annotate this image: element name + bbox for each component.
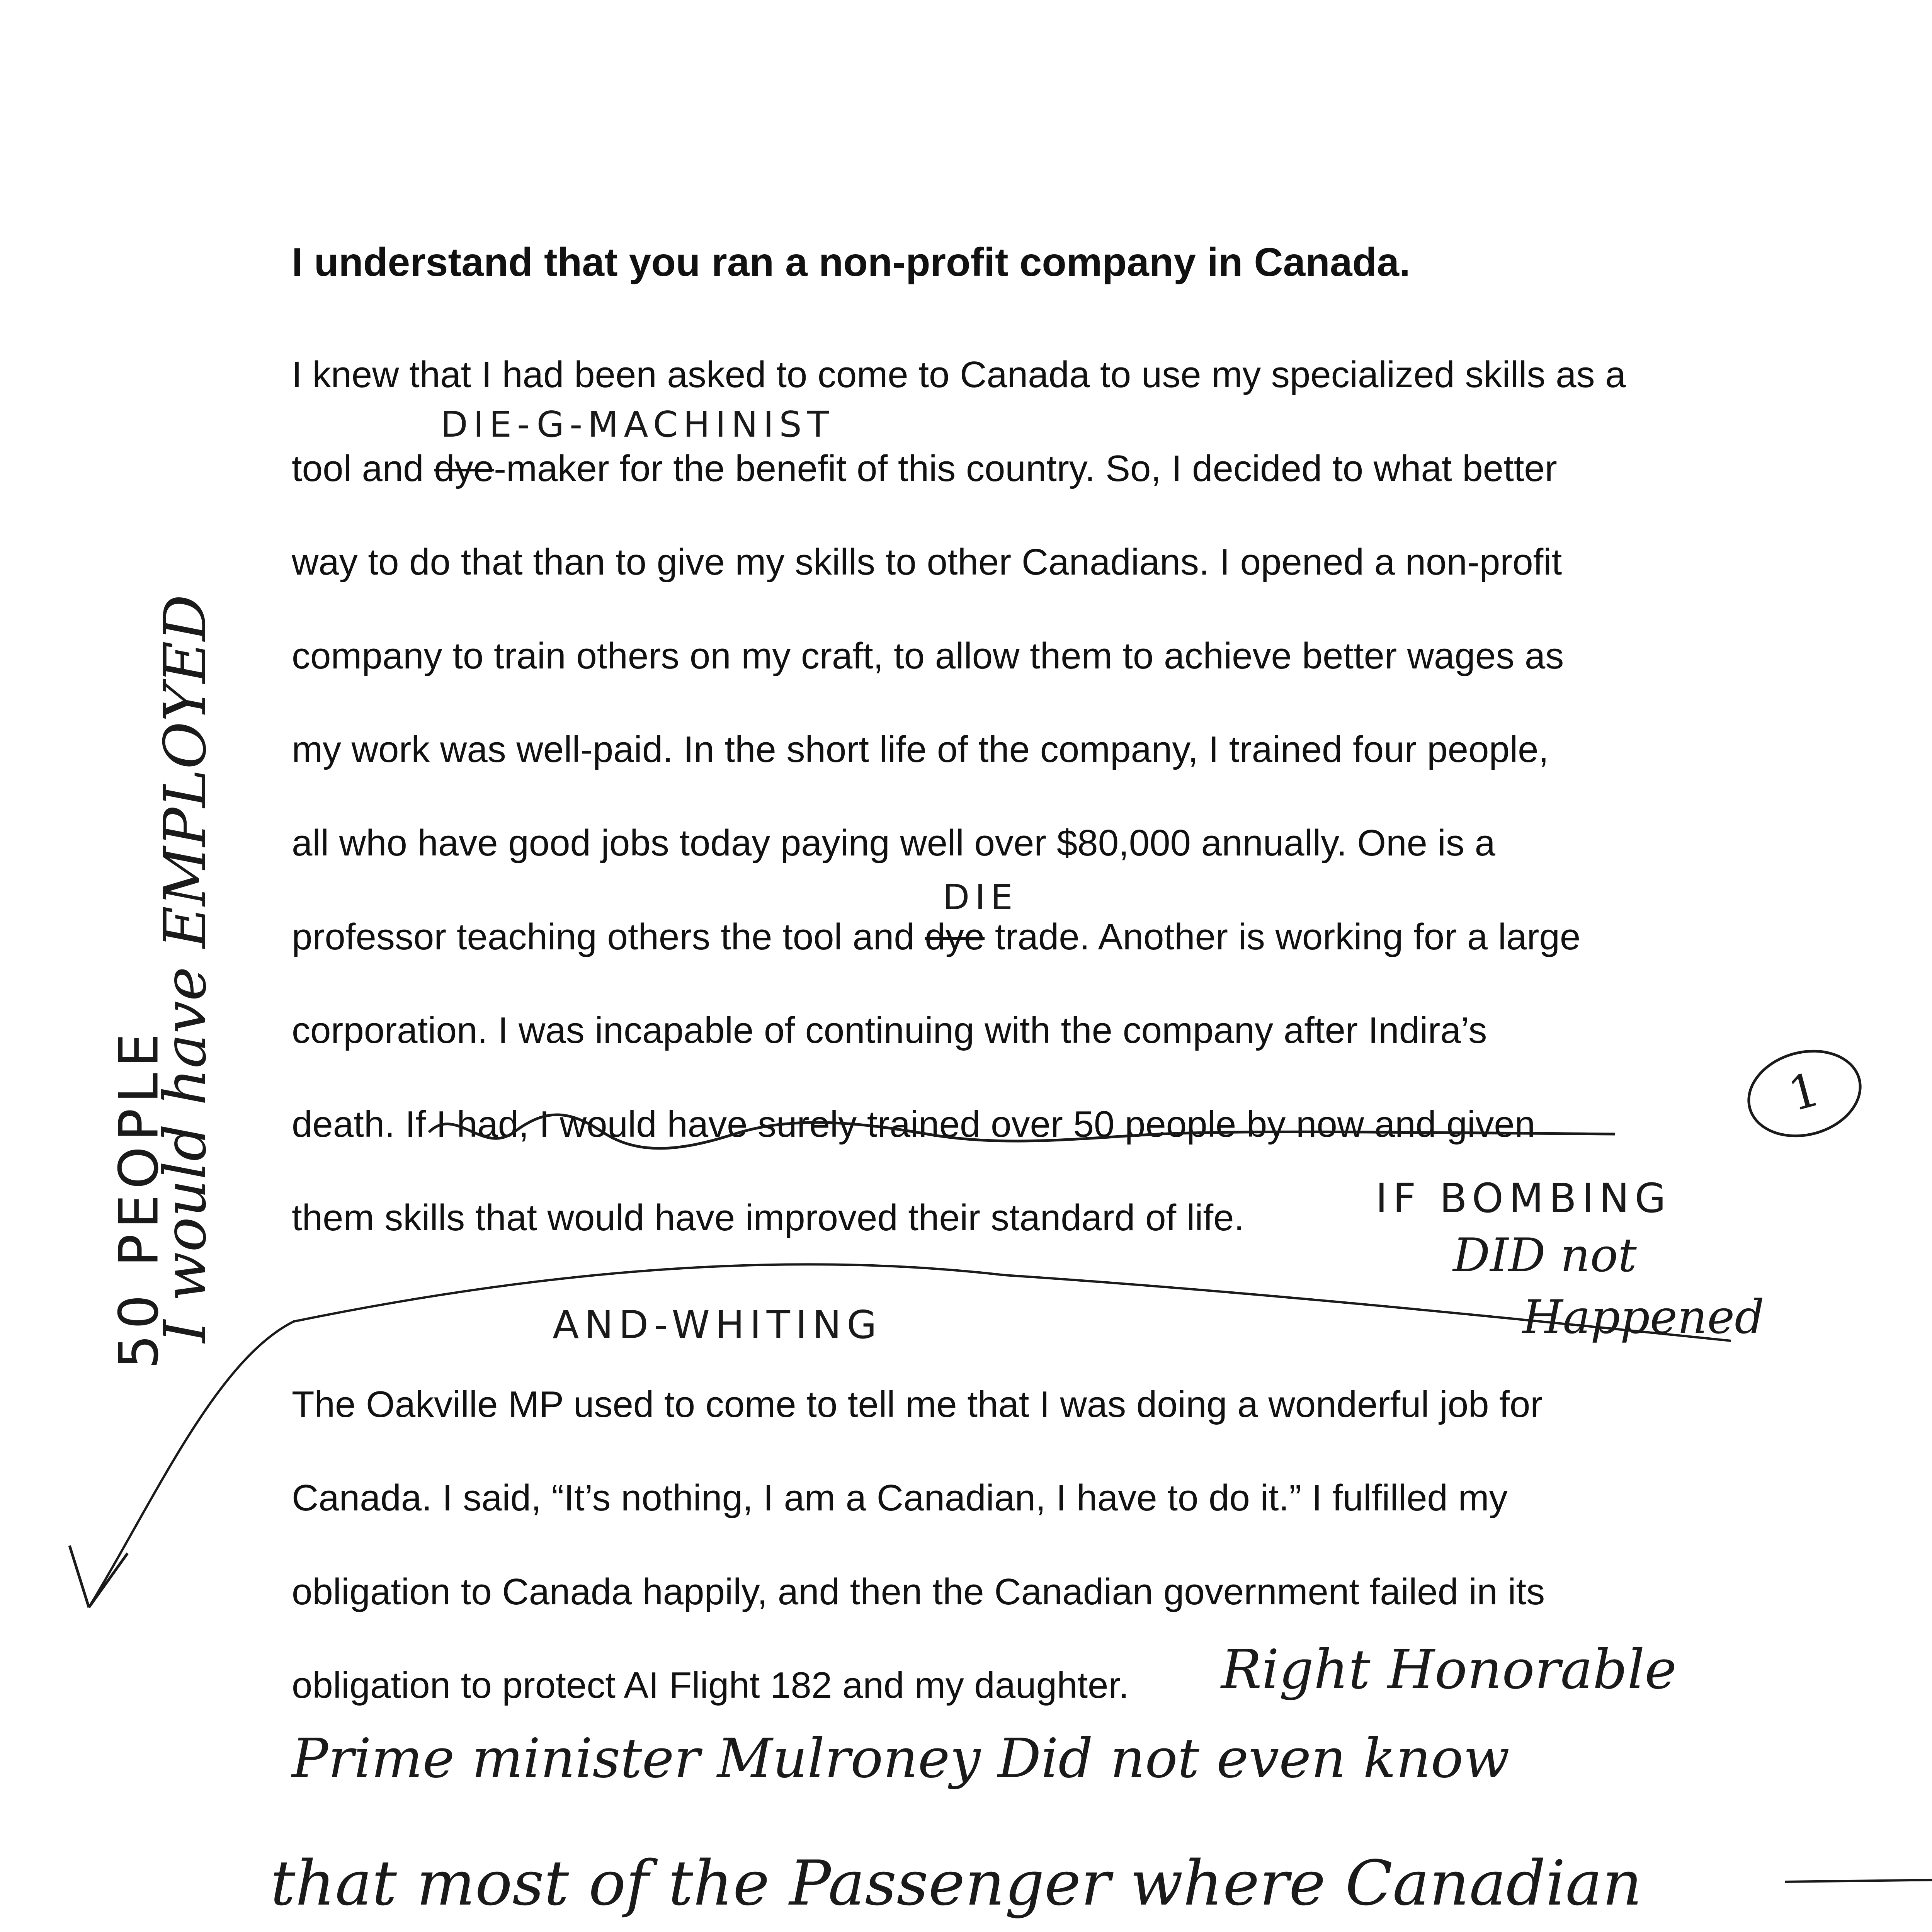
p1-line-7-pre: professor teaching others the tool and [292, 916, 925, 957]
circle-mark-digit: 1 [1783, 1062, 1825, 1122]
margin-note-line-2: 50 PEOPLE [107, 1028, 171, 1369]
p1-line-9: death. If I had, I would have surely trained over 50 people by now and given [292, 1104, 1536, 1145]
handwritten-die: DIE [943, 877, 1018, 918]
p2-line-2: Canada. I said, “It’s nothing, I am a Canadian, I have to do it.” I fulfilled my [292, 1477, 1508, 1519]
p2-line-3: obligation to Canada happily, and then the Canadian government failed in its [292, 1571, 1545, 1612]
p1-line-3: way to do that than to give my skills to other Canadians. I opened a non-profit [292, 541, 1562, 583]
handwritten-did-not: DID not [1453, 1229, 1637, 1282]
p1-line-2-pre: tool and [292, 448, 434, 489]
handwritten-prime-minister: Prime minister Mulroney Did not even know [292, 1727, 1510, 1790]
struck-word-dye-2: dye [925, 916, 985, 957]
handwritten-and-whiting: AND-WHITING [553, 1302, 882, 1347]
margin-note-line-1: I would have EMPLOYED [152, 594, 219, 1343]
p1-line-10: them skills that would have improved their standard of life. [292, 1197, 1245, 1238]
struck-word-dye: dye [434, 448, 494, 489]
handwritten-die-machinist: DIE-G-MACHINIST [440, 404, 834, 445]
p1-line-6: all who have good jobs today paying well over $80,000 annually. One is a [292, 822, 1495, 864]
p1-line-1: I knew that I had been asked to come to Canada to use my specialized skills as a [292, 354, 1626, 395]
p2-line-4: obligation to protect AI Flight 182 and my daughter. [292, 1665, 1129, 1706]
p1-line-5: my work was well-paid. In the short life of the company, I trained four people, [292, 729, 1549, 770]
wavy-strike-line [429, 1115, 1615, 1148]
handwritten-if-bombing: IF BOMBING [1376, 1175, 1672, 1222]
dash-under [1785, 1880, 1932, 1882]
p1-line-4: company to train others on my craft, to allow them to achieve better wages as [292, 635, 1564, 677]
p1-line-2-post: -maker for the benefit of this country. So, I decided to what better [494, 448, 1557, 489]
handwritten-right-honorable: Right Honorable [1221, 1638, 1677, 1701]
p1-line-8: corporation. I was incapable of continuing with the company after Indira’s [292, 1010, 1487, 1051]
insertion-curve [89, 1264, 1731, 1607]
handwritten-passengers: that most of the Passenger where Canadian [270, 1847, 1642, 1919]
page-heading: I understand that you ran a non-profit company in Canada. [292, 240, 1410, 285]
handwritten-happened: Happened [1522, 1291, 1764, 1344]
p2-line-1: The Oakville MP used to come to tell me that I was doing a wonderful job for [292, 1384, 1543, 1425]
p1-line-7-post: trade. Another is working for a large [985, 916, 1581, 957]
